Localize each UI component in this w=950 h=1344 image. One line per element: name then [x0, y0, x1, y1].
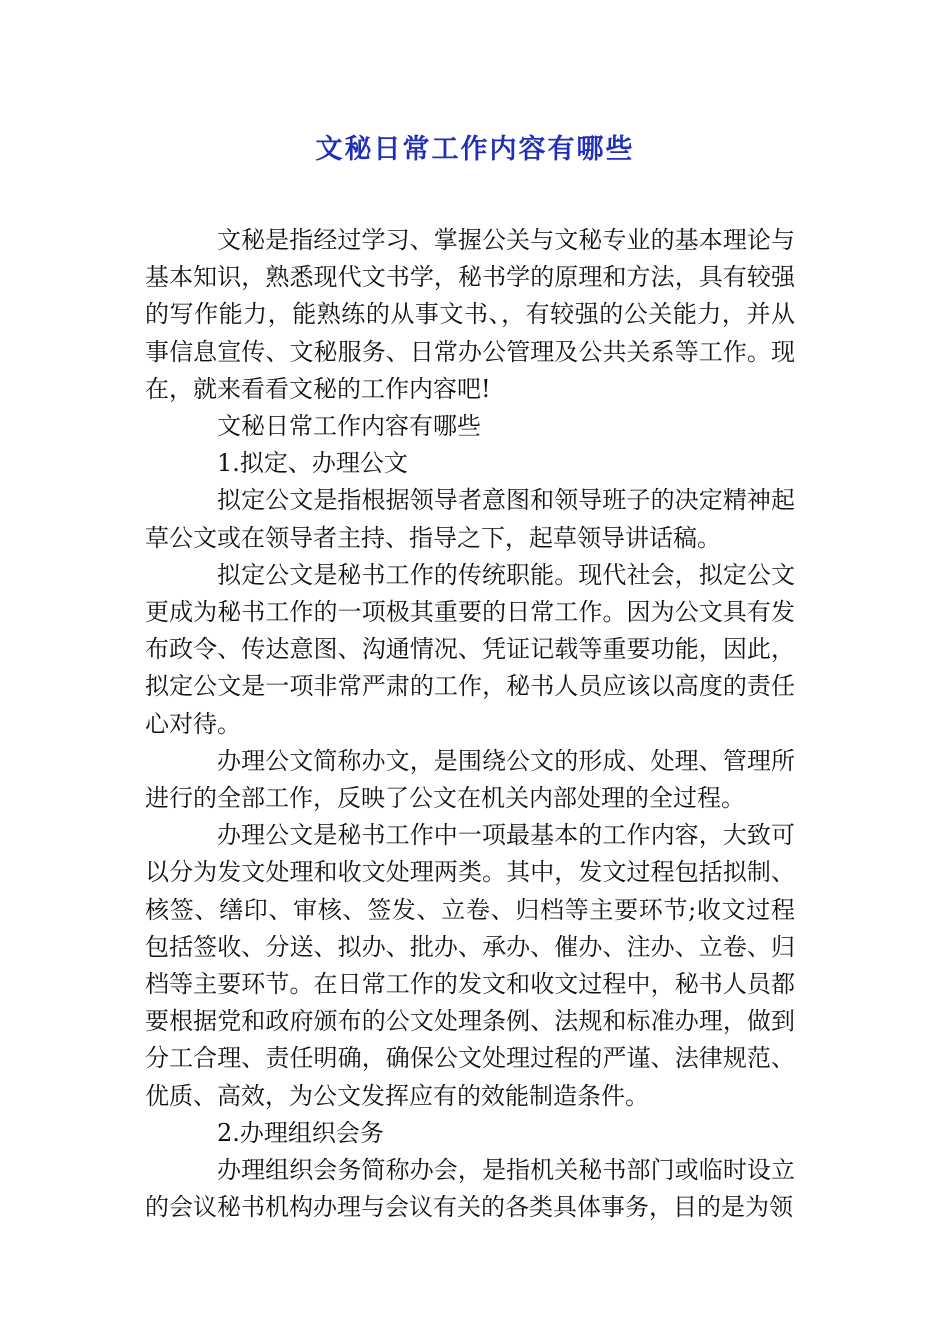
paragraph: 办理公文是秘书工作中一项最基本的工作内容，大致可以分为发文处理和收文处理两类。其中，发文过程包括拟制、核签、缮印、审核、签发、立卷、归档等主要环节;收文过程包括签收、分送、拟办、批办、承办、催办、注办、立卷、归档等主要环节。在日常工作的发文和收文过程中，秘书人员都要根据党和政府颁布的公文处理条例、法规和标准办理，做到分工合理、责任明确，确保公文处理过程的严谨、法律规范、优质、高效，为公文发挥应有的效能制造条件。: [145, 821, 795, 1110]
paragraph: 办理组织会务简称办会，是指机关秘书部门或临时设立的会议秘书机构办理与会议有关的各类具体事务，目的是为领: [145, 1156, 795, 1222]
document-body: [145, 222, 795, 1226]
document-title: 文秘日常工作内容有哪些: [315, 134, 635, 165]
subheading-1: 1.拟定、办理公文: [217, 449, 408, 478]
paragraph-intro: 文秘是指经过学习、掌握公关与文秘专业的基本理论与基本知识，熟悉现代文书学，秘书学的原理和方法，具有较强的写作能力，能熟练的从事文书、，有较强的公关能力，并从事信息宣传、文秘服务、日常办公管理及公共关系等工作。现在，就来看看文秘的工作内容吧!: [145, 226, 795, 403]
subheading-2: 2.办理组织会务: [217, 1118, 384, 1147]
paragraph: 办理公文简称办文，是围绕公文的形成、处理、管理所进行的全部工作，反映了公文在机关内部处理的全过程。: [145, 746, 795, 813]
paragraph: 拟定公文是秘书工作的传统职能。现代社会，拟定公文更成为秘书工作的一项极其重要的日常工作。因为公文具有发布政令、传达意图、沟通情况、凭证记载等重要功能，因此，拟定公文是一项非常严肃的工作，秘书人员应该以高度的责任心对待。: [145, 560, 795, 738]
paragraph: 拟定公文是指根据领导者意图和领导班子的决定精神起草公文或在领导者主持、指导之下，起草领导讲话稿。: [145, 486, 795, 552]
section-heading: 文秘日常工作内容有哪些: [217, 412, 481, 441]
